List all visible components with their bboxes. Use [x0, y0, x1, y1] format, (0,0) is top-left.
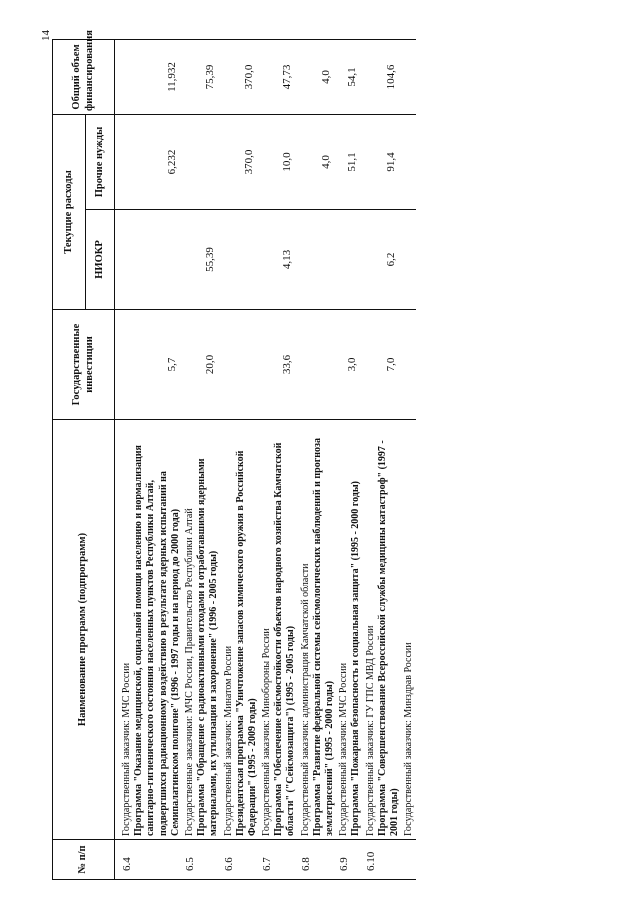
value-investments: 33,6 — [260, 310, 299, 420]
row-number: 6.4 — [115, 840, 183, 880]
value-other: 51,1 — [337, 114, 363, 209]
customer-text: Государственный заказчик: МЧС России — [121, 662, 132, 836]
row-number: 6.7 — [260, 840, 299, 880]
value-investments — [299, 310, 338, 420]
table-row — [222, 39, 261, 879]
customer-text: Государственный заказчик: администрация Камчатской области — [299, 563, 311, 836]
table-row — [299, 39, 338, 879]
program-cell — [364, 420, 403, 840]
value-niokr: 4,13 — [260, 210, 299, 310]
page-number: 14 — [40, 30, 52, 41]
program-cell — [222, 420, 261, 840]
value-other: 10,0 — [260, 114, 299, 209]
value-niokr — [337, 210, 363, 310]
program-cell — [183, 420, 222, 840]
program-title: Программа "Совершенствование Всероссийской службы медицины катастроф" (1997 - 2001 годы) — [376, 440, 400, 836]
value-total: 54,1 — [337, 39, 363, 114]
table-row — [364, 39, 403, 879]
header-niokr: НИОКР — [86, 210, 115, 310]
value-total: 11,932 — [115, 39, 183, 114]
value-total: 47,73 — [260, 39, 299, 114]
table-row — [337, 39, 363, 879]
row-number: 6.9 — [337, 840, 363, 880]
table-row — [115, 39, 183, 879]
header-other: Прочие нужды — [86, 114, 115, 209]
value-investments: 20,0 — [183, 310, 222, 420]
value-investments — [222, 310, 261, 420]
value-other: 6,232 — [115, 114, 183, 209]
value-total — [402, 39, 416, 114]
table-row — [183, 39, 222, 879]
program-title: Президентская программа "Уничтожение запасов химического оружия в Российской Федерации" (1995 - 2009 годы) — [234, 450, 258, 836]
value-total: 75,39 — [183, 39, 222, 114]
value-niokr — [115, 210, 183, 310]
value-other: 4,0 — [299, 114, 338, 209]
value-investments: 5,7 — [115, 310, 183, 420]
program-title: Программа "Развитие федеральной системы сейсмологических наблюдений и прогноза землетрясений" (1995 - 2000 годы) — [311, 437, 335, 836]
customer-text: Государственный заказчик: ГУ ГПС МВД России — [364, 625, 376, 836]
value-investments: 7,0 — [364, 310, 403, 420]
program-cell — [402, 420, 416, 840]
customer-text: Государственные заказчики: МЧС России, Правительство Республики Алтай — [183, 508, 195, 836]
table-row — [402, 39, 416, 879]
value-total: 104,6 — [364, 39, 403, 114]
customer-text: Государственный заказчик: Минобороны России — [261, 628, 273, 836]
program-title: Программа "Пожарная безопасность и социальная защита" (1995 - 2000 годы) — [350, 481, 362, 836]
program-cell — [260, 420, 299, 840]
financing-table — [52, 30, 416, 880]
rotated-table-area — [40, 20, 600, 880]
value-niokr: 55,39 — [183, 210, 222, 310]
value-other: 370,0 — [222, 114, 261, 209]
row-number: 6.10 — [364, 840, 403, 880]
value-niokr — [402, 210, 416, 310]
table-body — [115, 39, 417, 879]
value-investments — [402, 310, 416, 420]
value-investments: 3,0 — [337, 310, 363, 420]
value-total: 4,0 — [299, 39, 338, 114]
program-title: Программа "Оказание медицинской, социальной помощи населению и нормализация санитарно-гигиенического состояния населенных пунктов Республики Алтай, подвергшихся радиационному воздействию в результате ядерных испытаний на Семипалатинском полигоне" (1996 - 1997 годы и на период до 2000 года) — [133, 445, 181, 836]
program-cell — [299, 420, 338, 840]
customer-text: Государственный заказчик: Минатом России — [222, 645, 234, 836]
header-total: Общий объем финансирования — [53, 39, 115, 114]
row-number: 6.5 — [183, 840, 222, 880]
row-number: 6.8 — [299, 840, 338, 880]
header-current: Текущие расходы — [53, 114, 86, 309]
header-investments: Государственные инвестиции — [53, 310, 115, 420]
row-number: 6.6 — [222, 840, 261, 880]
value-total: 370,0 — [222, 39, 261, 114]
value-other: 91,4 — [364, 114, 403, 209]
customer-text: Государственный заказчик: МЧС России — [338, 662, 350, 836]
value-other — [183, 114, 222, 209]
program-cell — [337, 420, 363, 840]
header-num: № п/п — [53, 840, 115, 880]
header-name: Наименование программ (подпрограмм) — [53, 420, 115, 840]
value-niokr — [222, 210, 261, 310]
customer-text: Государственный заказчик: Минздрав России — [403, 642, 415, 836]
table-row — [260, 39, 299, 879]
row-number — [402, 840, 416, 880]
program-title: Программа "Обращение с радиоактивными отходами и отработавшими ядерными материалами, их утилизация и захоронение" (1996 - 2005 годы) — [196, 458, 220, 836]
value-niokr: 6,2 — [364, 210, 403, 310]
value-niokr — [299, 210, 338, 310]
program-title: Программа "Обеспечение сейсмостойкости объектов народного хозяйства Камчатской области" ("Сейсмозащита") (1995 - 2005 годы) — [273, 442, 297, 836]
value-other — [402, 114, 416, 209]
program-cell — [115, 420, 183, 840]
